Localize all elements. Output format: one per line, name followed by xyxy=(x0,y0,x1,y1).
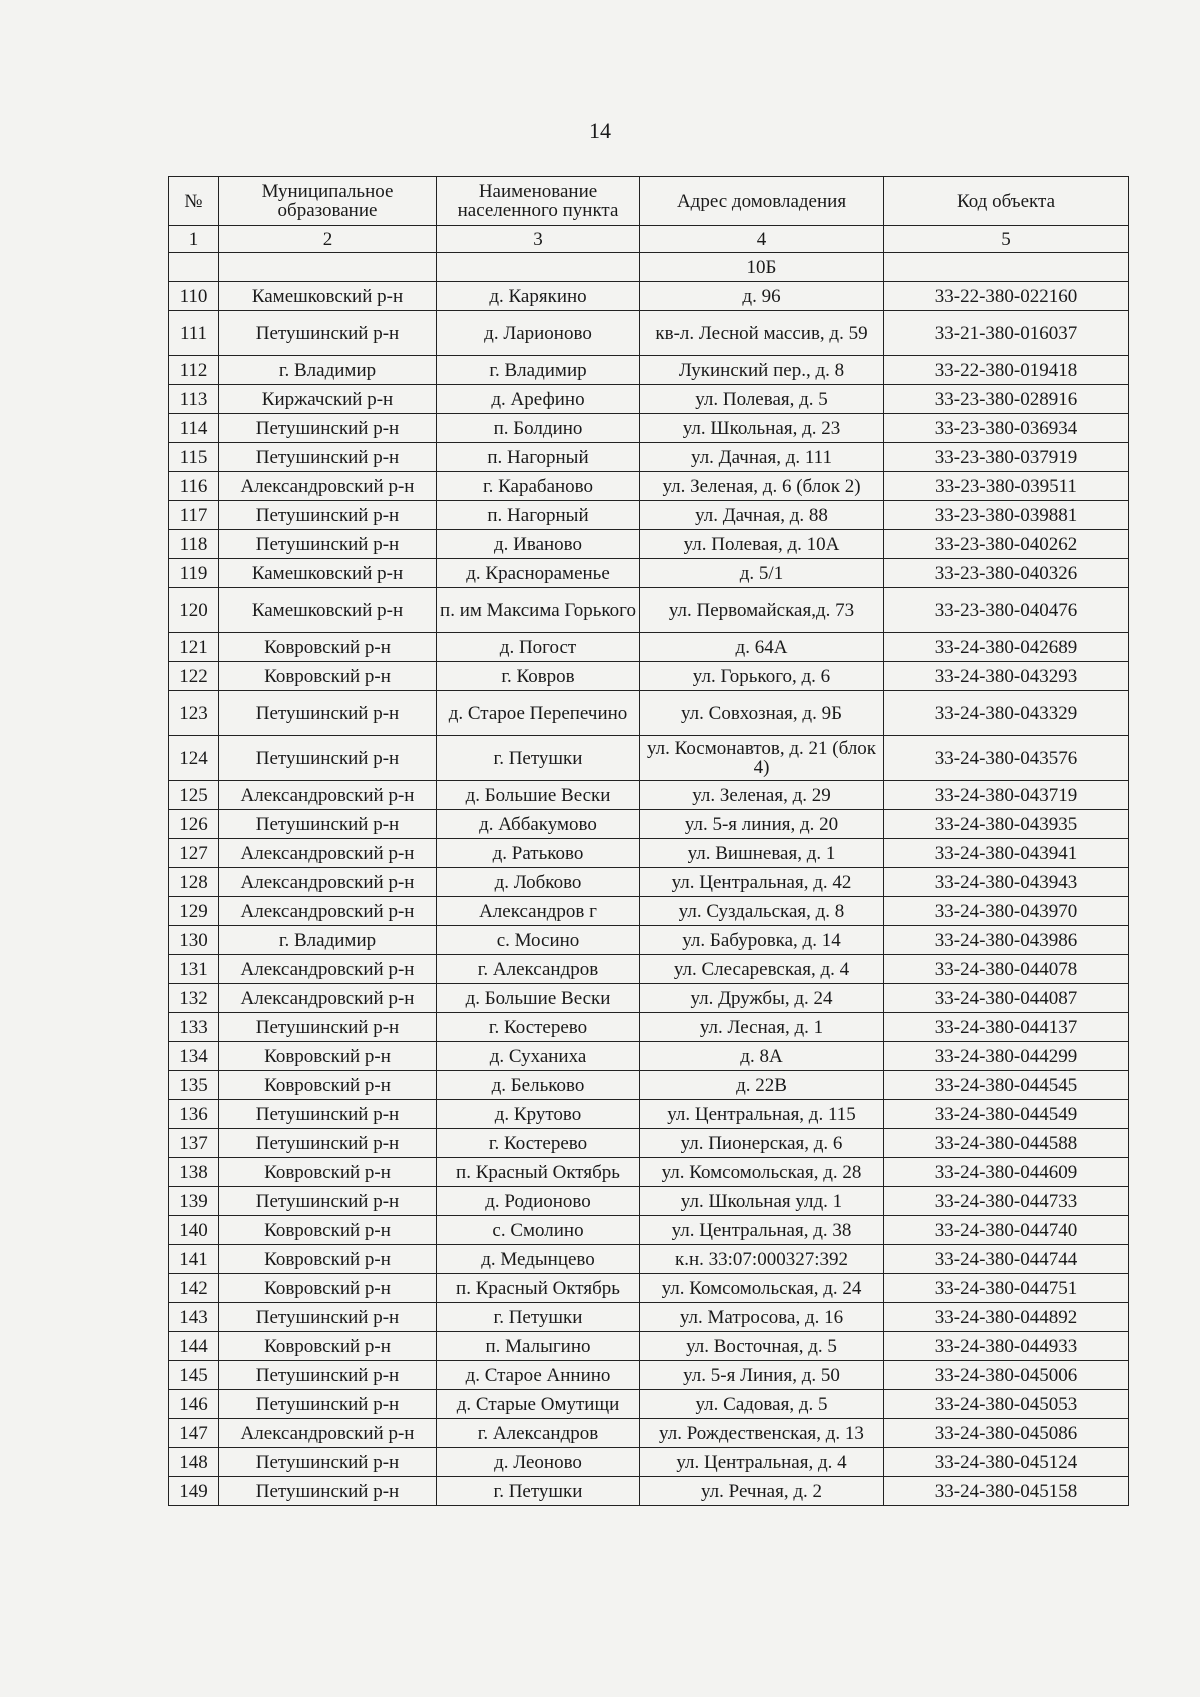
column-number: 5 xyxy=(884,226,1129,253)
cell-address: 10Б xyxy=(640,253,884,282)
table-row xyxy=(169,691,1129,736)
cell-address: ул. Матросова, д. 16 xyxy=(640,1303,884,1332)
header-municipality: Муниципальное образование xyxy=(219,177,437,226)
cell-address: ул. Первомайская,д. 73 xyxy=(640,588,884,633)
table-row xyxy=(169,1448,1129,1477)
cell-number: 128 xyxy=(169,868,219,897)
cell-address: ул. 5-я линия, д. 20 xyxy=(640,810,884,839)
table-row xyxy=(169,1100,1129,1129)
table-row xyxy=(169,810,1129,839)
table-body xyxy=(169,226,1129,1506)
cell-object-code: 33-24-380-044933 xyxy=(884,1332,1129,1361)
cell-number: 137 xyxy=(169,1129,219,1158)
cell-address: к.н. 33:07:000327:392 xyxy=(640,1245,884,1274)
cell-address: ул. Полевая, д. 5 xyxy=(640,385,884,414)
table-row xyxy=(169,633,1129,662)
cell-settlement: д. Леоново xyxy=(437,1448,640,1477)
cell-address: ул. Рождественская, д. 13 xyxy=(640,1419,884,1448)
cell-municipality: Ковровский р-н xyxy=(219,1071,437,1100)
cell-settlement: д. Иваново xyxy=(437,530,640,559)
cell-number: 141 xyxy=(169,1245,219,1274)
column-number: 3 xyxy=(437,226,640,253)
cell-settlement: д. Арефино xyxy=(437,385,640,414)
cell-municipality: Петушинский р-н xyxy=(219,1100,437,1129)
cell-number: 149 xyxy=(169,1477,219,1506)
cell-object-code: 33-24-380-043576 xyxy=(884,736,1129,781)
cell-object-code: 33-24-380-043293 xyxy=(884,662,1129,691)
cell-number: 124 xyxy=(169,736,219,781)
cell-settlement: п. Красный Октябрь xyxy=(437,1158,640,1187)
cell-settlement: п. Нагорный xyxy=(437,443,640,472)
cell-settlement: п. Болдино xyxy=(437,414,640,443)
cell-address: Лукинский пер., д. 8 xyxy=(640,356,884,385)
cell-settlement: п. Малыгино xyxy=(437,1332,640,1361)
cell-municipality: Петушинский р-н xyxy=(219,1361,437,1390)
cell-settlement: г. Петушки xyxy=(437,1303,640,1332)
cell-object-code: 33-24-380-043935 xyxy=(884,810,1129,839)
cell-number: 133 xyxy=(169,1013,219,1042)
table-row xyxy=(169,1477,1129,1506)
cell-municipality: Ковровский р-н xyxy=(219,633,437,662)
cell-municipality: Ковровский р-н xyxy=(219,1042,437,1071)
cell-settlement: г. Костерево xyxy=(437,1013,640,1042)
table-row xyxy=(169,588,1129,633)
cell-municipality: Петушинский р-н xyxy=(219,736,437,781)
cell-object-code: 33-24-380-043941 xyxy=(884,839,1129,868)
cell-number: 132 xyxy=(169,984,219,1013)
cell-object-code: 33-24-380-045124 xyxy=(884,1448,1129,1477)
table-row xyxy=(169,385,1129,414)
table-row xyxy=(169,1158,1129,1187)
cell-address: ул. Центральная, д. 4 xyxy=(640,1448,884,1477)
header-settlement: Наименование населенного пункта xyxy=(437,177,640,226)
header-number: № xyxy=(169,177,219,226)
cell-object-code: 33-23-380-037919 xyxy=(884,443,1129,472)
table-row xyxy=(169,472,1129,501)
cell-address: ул. Центральная, д. 42 xyxy=(640,868,884,897)
cell-settlement: г. Карабаново xyxy=(437,472,640,501)
cell-object-code: 33-24-380-043970 xyxy=(884,897,1129,926)
cell-number: 119 xyxy=(169,559,219,588)
cell-number: 148 xyxy=(169,1448,219,1477)
cell-municipality: Ковровский р-н xyxy=(219,1274,437,1303)
cell-number: 120 xyxy=(169,588,219,633)
cell-address: ул. Горького, д. 6 xyxy=(640,662,884,691)
cell-address: ул. Вишневая, д. 1 xyxy=(640,839,884,868)
cell-address: ул. Лесная, д. 1 xyxy=(640,1013,884,1042)
cell-address: д. 64А xyxy=(640,633,884,662)
cell-municipality: Александровский р-н xyxy=(219,839,437,868)
cell-address: ул. Комсомольская, д. 28 xyxy=(640,1158,884,1187)
table-row xyxy=(169,1245,1129,1274)
cell-settlement: Александров г xyxy=(437,897,640,926)
cell-address: ул. Центральная, д. 115 xyxy=(640,1100,884,1129)
cell-number: 116 xyxy=(169,472,219,501)
cell-object-code: 33-23-380-040262 xyxy=(884,530,1129,559)
cell-number: 113 xyxy=(169,385,219,414)
cell-number: 130 xyxy=(169,926,219,955)
cell-object-code: 33-23-380-040326 xyxy=(884,559,1129,588)
cell-municipality: Ковровский р-н xyxy=(219,662,437,691)
cell-number: 144 xyxy=(169,1332,219,1361)
cell-number: 145 xyxy=(169,1361,219,1390)
cell-settlement: г. Владимир xyxy=(437,356,640,385)
cell-address: д. 22В xyxy=(640,1071,884,1100)
table-row xyxy=(169,955,1129,984)
cell-settlement: д. Карякино xyxy=(437,282,640,311)
table-row xyxy=(169,530,1129,559)
cell-settlement: д. Суханиха xyxy=(437,1042,640,1071)
cell-address: ул. Речная, д. 2 xyxy=(640,1477,884,1506)
cell-object-code: 33-23-380-039881 xyxy=(884,501,1129,530)
table-row xyxy=(169,1419,1129,1448)
cell-settlement: п. им Максима Горького xyxy=(437,588,640,633)
cell-municipality: Камешковский р-н xyxy=(219,588,437,633)
table-row xyxy=(169,736,1129,781)
cell-object-code: 33-24-380-044609 xyxy=(884,1158,1129,1187)
cell-settlement: д. Большие Вески xyxy=(437,984,640,1013)
cell-address: ул. Зеленая, д. 29 xyxy=(640,781,884,810)
cell-address: ул. Дачная, д. 111 xyxy=(640,443,884,472)
cell-object-code: 33-24-380-042689 xyxy=(884,633,1129,662)
cell-municipality: г. Владимир xyxy=(219,356,437,385)
cell-municipality: Петушинский р-н xyxy=(219,691,437,736)
cell-settlement: д. Ратьково xyxy=(437,839,640,868)
cell-municipality: Петушинский р-н xyxy=(219,311,437,356)
cell-object-code: 33-22-380-022160 xyxy=(884,282,1129,311)
cell-object-code: 33-24-380-044545 xyxy=(884,1071,1129,1100)
table-row xyxy=(169,781,1129,810)
cell-number: 131 xyxy=(169,955,219,984)
cell-municipality: Петушинский р-н xyxy=(219,501,437,530)
cell-object-code: 33-24-380-044078 xyxy=(884,955,1129,984)
cell-settlement: д. Лобково xyxy=(437,868,640,897)
cell-municipality: Петушинский р-н xyxy=(219,1390,437,1419)
cell-municipality: Камешковский р-н xyxy=(219,282,437,311)
table-row xyxy=(169,897,1129,926)
cell-settlement: г. Александров xyxy=(437,955,640,984)
table-row xyxy=(169,282,1129,311)
cell-number: 139 xyxy=(169,1187,219,1216)
cell-municipality: Александровский р-н xyxy=(219,955,437,984)
cell-municipality: Ковровский р-н xyxy=(219,1332,437,1361)
table-row xyxy=(169,1361,1129,1390)
cell-settlement: д. Старое Аннино xyxy=(437,1361,640,1390)
cell-object-code: 33-24-380-044744 xyxy=(884,1245,1129,1274)
table-row xyxy=(169,1303,1129,1332)
cell-address: ул. Школьная улд. 1 xyxy=(640,1187,884,1216)
cell-settlement: г. Петушки xyxy=(437,1477,640,1506)
table-row xyxy=(169,1042,1129,1071)
cell-object-code: 33-24-380-043329 xyxy=(884,691,1129,736)
cell-number: 121 xyxy=(169,633,219,662)
cell-object-code: 33-21-380-016037 xyxy=(884,311,1129,356)
cell-object-code: 33-24-380-045006 xyxy=(884,1361,1129,1390)
cell-municipality: Камешковский р-н xyxy=(219,559,437,588)
cell-settlement: д. Старые Омутищи xyxy=(437,1390,640,1419)
table-row xyxy=(169,414,1129,443)
cell-number: 125 xyxy=(169,781,219,810)
cell-address: ул. Дружбы, д. 24 xyxy=(640,984,884,1013)
cell-municipality: Александровский р-н xyxy=(219,781,437,810)
cell-settlement: д. Краснораменье xyxy=(437,559,640,588)
cell-address: ул. Совхозная, д. 9Б xyxy=(640,691,884,736)
table-row xyxy=(169,311,1129,356)
households-table xyxy=(168,176,1129,1506)
cell-municipality: Александровский р-н xyxy=(219,868,437,897)
cell-address: ул. Бабуровка, д. 14 xyxy=(640,926,884,955)
cell-settlement: с. Мосино xyxy=(437,926,640,955)
cell-municipality: Петушинский р-н xyxy=(219,1129,437,1158)
cell-settlement: г. Петушки xyxy=(437,736,640,781)
cell-settlement: д. Бельково xyxy=(437,1071,640,1100)
cell-number: 127 xyxy=(169,839,219,868)
column-number: 1 xyxy=(169,226,219,253)
cell-municipality: Александровский р-н xyxy=(219,897,437,926)
cell-object-code: 33-22-380-019418 xyxy=(884,356,1129,385)
header-address: Адрес домовладения xyxy=(640,177,884,226)
table-row xyxy=(169,1274,1129,1303)
column-numbers-row xyxy=(169,226,1129,253)
cell-address: д. 96 xyxy=(640,282,884,311)
cell-object-code: 33-24-380-043986 xyxy=(884,926,1129,955)
table-row xyxy=(169,1390,1129,1419)
cell-address: ул. Школьная, д. 23 xyxy=(640,414,884,443)
cell-municipality: Петушинский р-н xyxy=(219,443,437,472)
column-number: 2 xyxy=(219,226,437,253)
cell-object-code: 33-24-380-045086 xyxy=(884,1419,1129,1448)
table-row xyxy=(169,501,1129,530)
cell-settlement: д. Старое Перепечино xyxy=(437,691,640,736)
cell-object-code: 33-23-380-040476 xyxy=(884,588,1129,633)
cell-object-code: 33-24-380-044892 xyxy=(884,1303,1129,1332)
cell-municipality: Александровский р-н xyxy=(219,472,437,501)
table-row xyxy=(169,1332,1129,1361)
cell-address: ул. Пионерская, д. 6 xyxy=(640,1129,884,1158)
cell-object-code: 33-24-380-045053 xyxy=(884,1390,1129,1419)
table-row xyxy=(169,1187,1129,1216)
cell-number: 112 xyxy=(169,356,219,385)
cell-settlement: с. Смолино xyxy=(437,1216,640,1245)
table-row xyxy=(169,868,1129,897)
cell-number: 140 xyxy=(169,1216,219,1245)
cell-number: 123 xyxy=(169,691,219,736)
page-number: 14 xyxy=(589,118,611,143)
cell-settlement: д. Погост xyxy=(437,633,640,662)
cell-object-code: 33-23-380-039511 xyxy=(884,472,1129,501)
cell-municipality: Петушинский р-н xyxy=(219,1448,437,1477)
cell-number: 146 xyxy=(169,1390,219,1419)
cell-object-code: 33-24-380-043719 xyxy=(884,781,1129,810)
cell-municipality: Ковровский р-н xyxy=(219,1245,437,1274)
cell-settlement: д. Родионово xyxy=(437,1187,640,1216)
cell-municipality: Петушинский р-н xyxy=(219,810,437,839)
cell-number: 136 xyxy=(169,1100,219,1129)
cell-settlement: г. Костерево xyxy=(437,1129,640,1158)
cell-number: 110 xyxy=(169,282,219,311)
cell-municipality: Петушинский р-н xyxy=(219,1477,437,1506)
cell-number: 114 xyxy=(169,414,219,443)
cell-settlement: д. Аббакумово xyxy=(437,810,640,839)
cell-object-code: 33-24-380-044751 xyxy=(884,1274,1129,1303)
continuation-row xyxy=(169,253,1129,282)
cell-address: ул. Центральная, д. 38 xyxy=(640,1216,884,1245)
table-row xyxy=(169,1071,1129,1100)
cell-address: ул. Восточная, д. 5 xyxy=(640,1332,884,1361)
table-row xyxy=(169,1216,1129,1245)
cell-number: 126 xyxy=(169,810,219,839)
cell-object-code: 33-24-380-043943 xyxy=(884,868,1129,897)
cell-municipality: г. Владимир xyxy=(219,926,437,955)
cell-object-code: 33-23-380-036934 xyxy=(884,414,1129,443)
cell-object-code: 33-24-380-044740 xyxy=(884,1216,1129,1245)
cell-settlement: г. Ковров xyxy=(437,662,640,691)
cell-number: 138 xyxy=(169,1158,219,1187)
cell-settlement: г. Александров xyxy=(437,1419,640,1448)
cell-address: ул. Слесаревская, д. 4 xyxy=(640,955,884,984)
cell-address: кв-л. Лесной массив, д. 59 xyxy=(640,311,884,356)
table-row xyxy=(169,559,1129,588)
cell-address: ул. Полевая, д. 10А xyxy=(640,530,884,559)
cell-settlement: д. Ларионово xyxy=(437,311,640,356)
table-row xyxy=(169,839,1129,868)
cell-municipality: Петушинский р-н xyxy=(219,1303,437,1332)
cell-settlement: п. Красный Октябрь xyxy=(437,1274,640,1303)
cell-object-code xyxy=(884,253,1129,282)
cell-number: 147 xyxy=(169,1419,219,1448)
cell-settlement xyxy=(437,253,640,282)
cell-municipality: Ковровский р-н xyxy=(219,1216,437,1245)
cell-settlement: д. Медынцево xyxy=(437,1245,640,1274)
cell-municipality: Ковровский р-н xyxy=(219,1158,437,1187)
cell-object-code: 33-24-380-045158 xyxy=(884,1477,1129,1506)
cell-object-code: 33-24-380-044137 xyxy=(884,1013,1129,1042)
cell-municipality: Петушинский р-н xyxy=(219,530,437,559)
cell-address: ул. Суздальская, д. 8 xyxy=(640,897,884,926)
table-row xyxy=(169,662,1129,691)
table-row xyxy=(169,926,1129,955)
cell-object-code: 33-24-380-044733 xyxy=(884,1187,1129,1216)
header-row xyxy=(169,177,1129,226)
cell-number: 117 xyxy=(169,501,219,530)
cell-object-code: 33-24-380-044588 xyxy=(884,1129,1129,1158)
cell-number: 122 xyxy=(169,662,219,691)
cell-object-code: 33-24-380-044087 xyxy=(884,984,1129,1013)
cell-number: 111 xyxy=(169,311,219,356)
header-object-code: Код объекта xyxy=(884,177,1129,226)
table-row xyxy=(169,356,1129,385)
cell-municipality: Петушинский р-н xyxy=(219,1013,437,1042)
cell-settlement: д. Большие Вески xyxy=(437,781,640,810)
cell-address: ул. Дачная, д. 88 xyxy=(640,501,884,530)
cell-address: ул. Комсомольская, д. 24 xyxy=(640,1274,884,1303)
cell-municipality: Петушинский р-н xyxy=(219,414,437,443)
cell-address: ул. Зеленая, д. 6 (блок 2) xyxy=(640,472,884,501)
table-row xyxy=(169,443,1129,472)
cell-municipality xyxy=(219,253,437,282)
cell-settlement: п. Нагорный xyxy=(437,501,640,530)
cell-object-code: 33-24-380-044549 xyxy=(884,1100,1129,1129)
cell-municipality: Петушинский р-н xyxy=(219,1187,437,1216)
cell-address: ул. Космонавтов, д. 21 (блок 4) xyxy=(640,736,884,781)
cell-settlement: д. Крутово xyxy=(437,1100,640,1129)
cell-object-code: 33-23-380-028916 xyxy=(884,385,1129,414)
cell-number: 134 xyxy=(169,1042,219,1071)
cell-address: ул. 5-я Линия, д. 50 xyxy=(640,1361,884,1390)
cell-municipality: Александровский р-н xyxy=(219,1419,437,1448)
cell-address: д. 5/1 xyxy=(640,559,884,588)
cell-number: 142 xyxy=(169,1274,219,1303)
cell-address: ул. Садовая, д. 5 xyxy=(640,1390,884,1419)
cell-object-code: 33-24-380-044299 xyxy=(884,1042,1129,1071)
column-number: 4 xyxy=(640,226,884,253)
cell-number: 129 xyxy=(169,897,219,926)
cell-number xyxy=(169,253,219,282)
table-row xyxy=(169,1013,1129,1042)
cell-number: 143 xyxy=(169,1303,219,1332)
cell-number: 115 xyxy=(169,443,219,472)
cell-number: 135 xyxy=(169,1071,219,1100)
cell-address: д. 8А xyxy=(640,1042,884,1071)
table-row xyxy=(169,984,1129,1013)
cell-municipality: Киржачский р-н xyxy=(219,385,437,414)
cell-number: 118 xyxy=(169,530,219,559)
table-row xyxy=(169,1129,1129,1158)
cell-municipality: Александровский р-н xyxy=(219,984,437,1013)
